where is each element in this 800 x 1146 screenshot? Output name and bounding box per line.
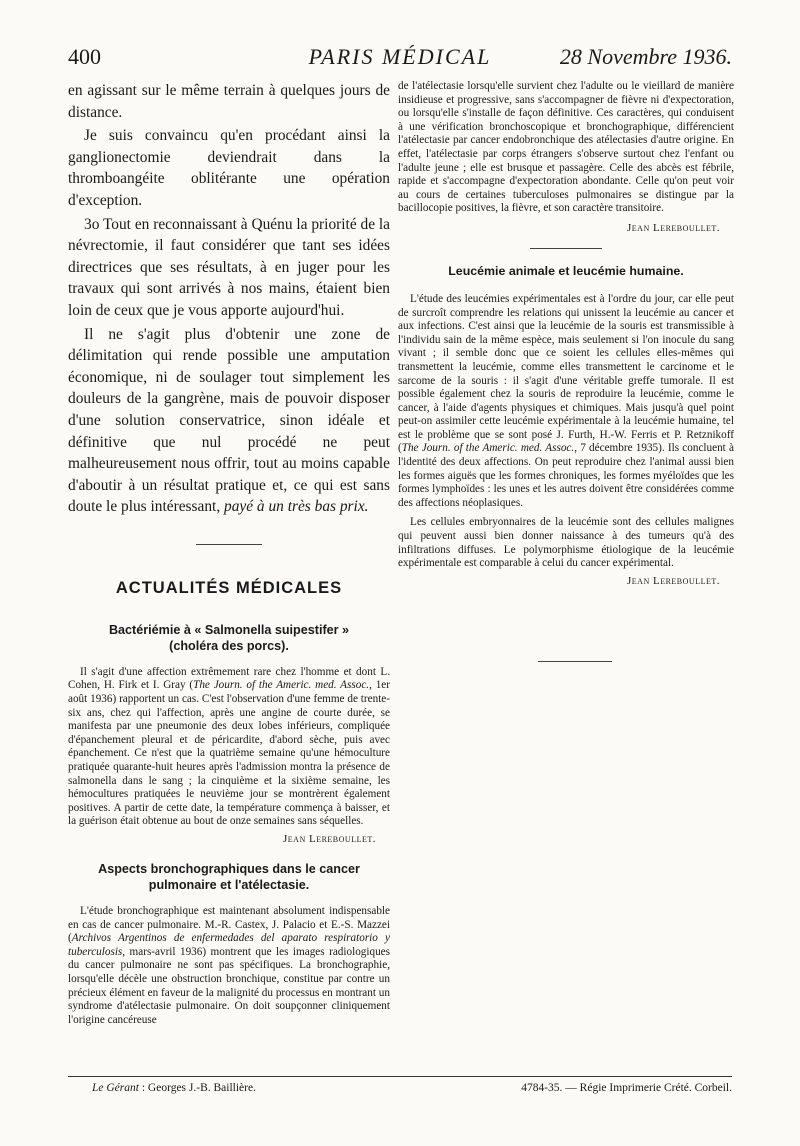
footer-gerant (92, 1082, 256, 1094)
separator-rule (530, 248, 602, 249)
footer-rule (68, 1076, 732, 1077)
article-title-line-1: Bactériémie à « Salmonella suipestifer » (108, 622, 350, 637)
article-text: , 1er août 1936) rapportent un cas. C'est l'observation d'une femme de trente-six ans, chez qui l'affection, après une angine de courte durée, se manifesta par une pneumonie des deux lobes inférieurs, compliquée d'épanchement pleural et de péricardite, d'abord sèche, puis avec épanchement. Ce n'est que la quatrième semaine qu'une hémoculture pratiquée quarante-huit heures après l'admission montra la présence de salmonella dans le sang ; la cinquième et la sixième semaine, les hémocultures pratiquées le neuvième jour se montrèrent également positives. A partir de cette date, la température commença à baisser, et la guérison était obtenue au bout de onze semaines sans séquelles. (68, 679, 390, 828)
article-paragraph-2: Les cellules embryonnaires de la leucémie sont des cellules malignes qui peuvent aussi bien donner naissance à des tumeurs qu'à des infiltrations diffuses. Le polymorphisme étiologique de la leucémie expérimentale est comparable à celui du cancer expérimental. (398, 516, 734, 570)
article-title: Leucémie animale et leucémie humaine. (448, 263, 684, 278)
article-signature: Jean Lereboullet. (627, 574, 720, 587)
article-text: Il s'agit d'une affection extrêmement rare chez l'homme et dont L. Cohen, H. Firk et I. Gray ( (68, 665, 390, 692)
article-salmonella (68, 622, 390, 845)
left-paragraph-4-text: Il ne s'agit plus d'obtenir une zone de délimitation qui rende possible une amputation économique, ni de soulager tout simplement les douleurs de la gangrène, mais de pouvoir disposer d'une solution conservatrice, sinon idéale et définitive que nul procédé ne peut malheureusement nous offrir, tout au moins capable d'aboutir à un résultat pratique et, ce qui est sans doute le plus intéressant, (68, 325, 390, 516)
article-signature: Jean Lereboullet. (283, 833, 376, 845)
article-reference: The Journ. of the Americ. med. Assoc. (401, 442, 575, 455)
article-reference: Archivos Argentinos de enfermedades del aparato respiratorio y tuberculosis (68, 932, 390, 958)
footer-gerant-label: Le Gérant (92, 1082, 139, 1094)
footer-imprint: 4784-35. — Régie Imprimerie Crété. Corbeil. (521, 1082, 732, 1094)
issue-date: 28 Novembre 1936. (559, 44, 732, 69)
article-text: , 7 décembre 1935). Ils concluent à l'identité des deux affections. On peut reproduire chez l'animal aussi bien les formes aiguës que les formes chroniques, les formes myéloïdes que les formes lymphoïdes : les unes et les autres doivent être considérées comme des affections néoplasiques. (398, 442, 734, 509)
left-paragraph-3: 3o Tout en reconnaissant à Quénu la priorité de la névrectomie, il faut considérer que tant ses idées directrices que ses résultats, à en juger pour les travaux qui sont arrivés à nos mains, étaient bien loin de ceux que je vous apporte aujourd'hui. (68, 215, 390, 319)
journal-title: PARIS MÉDICAL (308, 44, 492, 69)
article-signature: Jean Lereboullet. (627, 221, 720, 234)
section-title: ACTUALITÉS MÉDICALES (115, 578, 343, 597)
article-paragraph (68, 905, 390, 1027)
separator-rule (538, 661, 612, 662)
left-paragraph-1: en agissant sur le même terrain à quelques jours de distance. (68, 82, 390, 121)
article-title-line-1: Aspects bronchographiques dans le cancer (98, 862, 360, 876)
article-title-line-2: (choléra des porcs). (169, 638, 289, 653)
article-text: L'étude bronchographique est maintenant absolument indispensable en cas de cancer pulmonaire. M.-R. Castex, J. Palacio et E.-S. Mazzei ( (68, 905, 390, 945)
right-paragraph-1: de l'atélectasie lorsqu'elle survient chez l'adulte ou le vieillard de manière insidieuse et progressive, sans s'accompagner de fièvre ni d'expectoration, ou lorsqu'elle s'installe de façon définitive. Ces caractères, qui conduisent à une vérification bronchoscopique et bronchographique, différencient l'atélectasie par cancer endobronchique des atélectasies d'autre origine. En effet, l'atélectasie par corps étrangers s'observe surtout chez l'enfant ou l'adulte jeune ; elle est brusque et passagère. Celle des abcès est fébrile, rapide et s'accompagne d'expectoration abondante. Celle qu'on peut voir au cours de certaines tuberculoses pulmonaires se distingue par la bacillocopie positives, la fièvre, et son caractère transitoire. (398, 80, 734, 215)
left-paragraph-4-italic: payé à un très bas prix. (224, 498, 369, 516)
left-column (68, 80, 390, 1027)
article-reference: The Journ. of the Americ. med. Assoc. (193, 679, 370, 692)
article-bronchography (68, 861, 390, 1027)
page-footer (68, 1082, 732, 1100)
right-column (398, 80, 734, 662)
article-title-line-2: pulmonaire et l'atélectasie. (148, 878, 310, 892)
article-paragraph (68, 666, 390, 829)
footer-gerant-name: : Georges J.-B. Baillière. (141, 1082, 256, 1094)
page-number: 400 (68, 44, 101, 69)
article-text: , mars-avril 1936) montrent que les images radiologiques du cancer pulmonaire ne sont pas spécifiques. La bronchographie, lorsqu'elle décèle une obstruction bronchique, constitue par contre un précieux élément en faveur de la malignité du processus en montrant un syndrome d'atélectasie pulmonaire. On doit soupçonner cliniquement l'origine cancéreuse (68, 945, 390, 1026)
page-header (68, 44, 732, 72)
article-text: L'étude des leucémies expérimentales est à l'ordre du jour, car elle peut de surcroît comprendre les relations qui unissent la leucémie au cancer et aux infections. C'est ainsi que la leucémie de la souris est transmissible à l'individu sain de la même espèce, mais seulement si l'on inocule du sang vivant ; il semble donc que ce soient les cellules elles-mêmes qui transmettent la leucémie, comme elles transmettent le carcinome et le sarcome de la souris : il s'agit d'une véritable greffe tumorale. Il est possible également chez la souris de reproduire la leucémie, comme le cancer, à l'aide d'agents physiques et chimiques. Mais jusqu'à quel point peut-on assimiler cette leucémie expérimentale à la leucémie humaine, tel est le problème que se sont posé J. Furth, H.-W. Ferris et P. Retznikoff ( (398, 292, 734, 455)
article-leucemie (398, 263, 734, 587)
left-paragraph-2: Je suis convaincu qu'en procédant ainsi la ganglionectomie deviendrait dans la thromboangéite oblitérante une opération d'exception. (68, 127, 390, 209)
article-paragraph-1 (398, 293, 734, 511)
left-paragraph-4 (68, 324, 390, 518)
separator-rule (196, 544, 262, 545)
